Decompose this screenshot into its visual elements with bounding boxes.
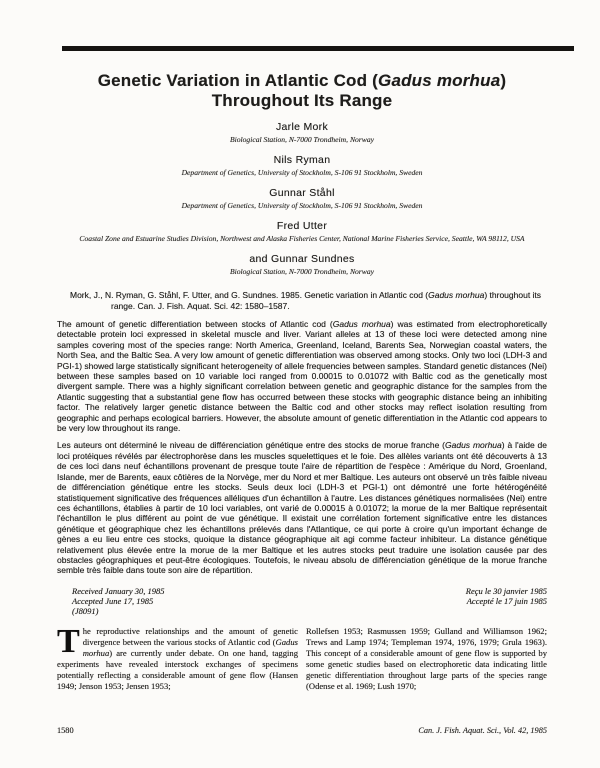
abstract-english [57,319,547,433]
page-footer [57,726,547,735]
accepted-date-fr: Accepté le 17 juin 1985 [466,595,547,606]
body-text-columns [57,622,547,692]
body-left-post: ) are currently under debate. On one hand, tagging experiments have revealed interstock exchanges of specimens potentially reflecting a considerable amount of gene flow (Hansen 1949; Jenson 1953; Jensen 1953; [57,647,298,691]
body-right-column: Rollefsen 1953; Rasmussen 1959; Gulland and Williamson 1962; Trews and Lamp 1974; Templeman 1974, 1976, 1979; Grula 1963). This concept of a considerable amount of gene flow is supported by some genetic studies based on electrophoretic data indicating little genetic differentiation throughout large parts of the species range (Odense et al. 1969; Lush 1970; [306,625,547,691]
title-species-name: Gadus morhua [378,71,501,90]
manuscript-code: (J8091) [72,605,99,616]
body-species-name: Gadus morhua [82,636,298,658]
received-date-en: Received January 30, 1985 [72,585,165,596]
author-affiliation: Biological Station, N-7000 Trondheim, Norway [229,267,374,276]
dates-row [57,586,547,616]
citation-post: ) throughout its range. Can. J. Fish. Aquat. Sci. 42: 1580–1587. [111,290,542,311]
author-affiliation: Coastal Zone and Estuarine Studies Division, Northwest and Alaska Fisheries Center, National Marine Fisheries Service, Seattle, WA 98112, USA [79,234,525,243]
abstract-fr-species-name: Gadus morhua [445,440,502,451]
abstract-french [57,440,547,575]
body-left-column [57,622,298,692]
citation-paragraph [57,290,551,311]
received-date-fr: Reçu le 30 janvier 1985 [465,585,547,596]
journal-footer-line: Can. J. Fish. Aquat. Sci., Vol. 42, 1985 [418,726,547,735]
author-name: Jarle Mork [275,121,328,133]
author-block [57,121,547,276]
author-name: Gunnar Ståhl [269,187,335,199]
abstract-en-post: ) was estimated from electrophoretically detectable protein loci expressed in skeletal muscle and liver. Variant alleles at 13 of these loci were detected among nine samples covering most of the species range: North America, Greenland, Iceland, Barents Sea, Norwegian coastal waters, the North Sea, and the Baltic Sea. A very low amount of genetic differentiation was observed among stocks. Only two loci (LDH-3 and PGI-1) showed large statistically significant heterogeneity of allele frequencies between samples. Standard genetic distances (Nei) between these samples based on 10 variable loci ranged from 0.00015 to 0.01072 with Baltic cod as the genetically most divergent sample. There was a highly significant correlation between genetic and geographic distance for the samples from the Atlantic suggesting that a substantial gene flow has occurred between these stocks with geographic distance being an inhibiting factor. The relatively larger genetic distance between the Baltic cod and other stocks may reflect isolation resulting from geographic and perhaps ecological barriers. However, the absolute amount of genetic differentiation in the Atlantic cod appears to be very low throughout its range. [57,319,547,434]
page-number: 1580 [57,726,74,735]
abstract-fr-post: ) à l'aide de loci protéiques révélés par électrophorèse dans les muscles squelettiques et le foie. Des allèles variants ont été découverts à 13 de ces loci dans neuf échantillons provenant de presque toute l'aire de répartition de l'espèce : Amérique du Nord, Groenland, Islande, mer de Barents, eaux côtières de la Norvège, mer du Nord et mer Baltique. Les auteurs ont observé un très faible niveau de différenciation génétique entre les stocks. Seuls deux loci (LDH-3 et PGI-1) ont démontré une forte hétérogénéité statistiquement significative des fréquences alléliques d'un échantillon à l'autre. Les distances génétiques normalisées (Nei) entre ces échantillons, établies à partir de 10 loci variables, ont varié de 0.00015 à 0.01072; la morue de la mer Baltique représentait l'échantillon le plus différent au point de vue génétique. Il existait une corrélation fortement significative entre les distances génétique et géographique chez les échantillons prélevés dans l'Atlantique, ce qui porte à croire qu'un important échange de gènes a eu lieu entre ces stocks, quoique la distance géographique ait agi comme facteur inhibiteur. La distance génétique relativement plus élevée entre la morue de la mer Baltique et les autres stocks peut traduire une isolation causée par des obstacles géographiques et peut-être écologiques. Toutefois, le niveau absolu de différenciation génétique de la morue franche semble très faible dans toute son aire de répartition. [57,440,548,576]
accepted-date-en: Accepted June 17, 1985 [72,595,154,606]
author-name: Nils Ryman [273,154,331,166]
page-top-scan-bar [62,46,574,51]
abstract-fr-pre: Les auteurs ont déterminé le niveau de différenciation génétique entre des stocks de morue franche ( [57,440,446,451]
citation-species-name: Gadus morhua [428,290,485,300]
dates-english [57,586,165,616]
abstract-en-species-name: Gadus morhua [332,319,391,329]
author-affiliation: Department of Genetics, University of Stockholm, S-106 91 Stockholm, Sweden [181,168,423,177]
abstract-en-pre: The amount of genetic differentiation between stocks of Atlantic cod ( [57,319,333,329]
author-affiliation: Biological Station, N-7000 Trondheim, Norway [229,135,374,144]
author-name: and Gunnar Sundnes [249,253,355,265]
dates-french [466,586,547,616]
title-line1-post: ) [500,71,507,90]
page-title [57,71,547,111]
body-left-pre: he reproductive relationships and the amount of genetic divergence between the various stocks of Atlantic cod ( [82,625,298,647]
title-line2: Throughout Its Range [211,91,393,110]
author-name: Fred Utter [276,220,328,232]
dropcap-letter: T [57,622,80,660]
title-line1-pre: Genetic Variation in Atlantic Cod ( [97,71,379,90]
citation-pre: Mork, J., N. Ryman, G. Ståhl, F. Utter, and G. Sundnes. 1985. Genetic variation in Atlantic cod ( [70,290,429,300]
author-affiliation: Department of Genetics, University of Stockholm, S-106 91 Stockholm, Sweden [181,201,423,210]
